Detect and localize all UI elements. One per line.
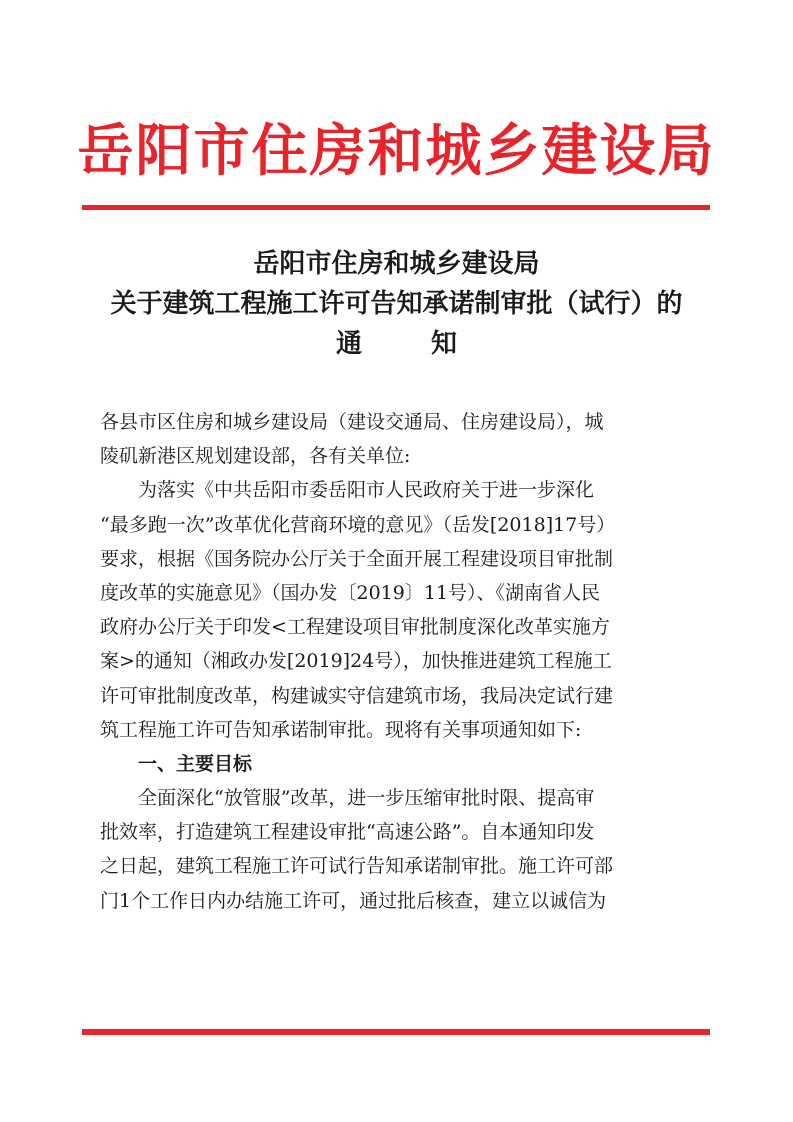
letterhead-org-name: 岳阳市住房和城乡建设局	[77, 118, 716, 184]
body-line: 之日起，建筑工程施工许可试行告知承诺制审批。施工许可部	[100, 855, 614, 878]
body-line: 许可审批制度改革，构建诚实守信建筑市场，我局决定试行建	[100, 684, 614, 707]
body-line: 门1个工作日内办结施工许可，通过批后核查，建立以诚信为	[100, 889, 607, 912]
body-line: “最多跑一次”改革优化营商环境的意见》（岳发[2018]17号）	[100, 513, 616, 536]
footer-red-rule	[82, 1029, 710, 1035]
title-line-2: 关于建筑工程施工许可告知承诺制审批（试行）的	[110, 289, 683, 319]
letterhead-red-rule	[82, 205, 710, 210]
body-line: 度改革的实施意见》（国办发〔2019〕11号）、《湖南省人民	[100, 581, 601, 604]
body-line: 全面深化“放管服”改革，进一步压缩审批时限、提高审	[138, 787, 595, 810]
section-heading: 一、主要目标	[138, 752, 253, 775]
body-line: 要求，根据《国务院办公厅关于全面开展工程建设项目审批制	[100, 547, 614, 570]
body-line: 批效率，打造建筑工程建设审批“高速公路”。自本通知印发	[100, 821, 595, 844]
body-line: 为落实《中共岳阳市委岳阳市人民政府关于进一步深化	[138, 479, 595, 502]
body-line: 案>的通知（湘政办发[2019]24号），加快推进建筑工程施工	[100, 650, 612, 673]
document-body	[100, 405, 700, 918]
document-title	[0, 244, 793, 364]
title-line-1: 岳阳市住房和城乡建设局	[253, 249, 540, 279]
body-line: 陵矶新港区规划建设部，各有关单位:	[100, 445, 411, 468]
body-line: 各县市区住房和城乡建设局（建设交通局、住房建设局），城	[100, 411, 604, 433]
title-line-3: 通 知	[335, 329, 488, 359]
body-line: 政府办公厅关于印发<工程建设项目审批制度深化改革实施方	[100, 616, 610, 639]
body-line: 筑工程施工许可告知承诺制审批。现将有关事项通知如下:	[100, 718, 582, 741]
